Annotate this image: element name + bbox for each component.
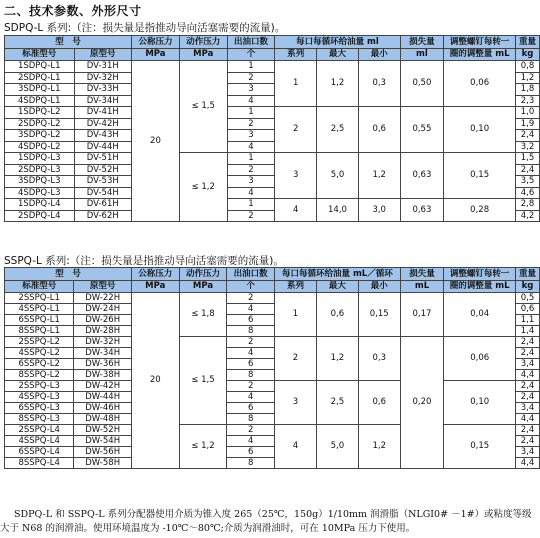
series-cell: 3 [275, 381, 317, 425]
outlets-cell: 2 [227, 293, 275, 304]
weight-cell: 2,4 [516, 436, 540, 447]
weight-cell: 3,2 [516, 141, 540, 153]
weight-cell: 1,2 [516, 72, 540, 84]
header-loss: 损失量 [400, 36, 444, 49]
std-model-cell: 8SSPQ-L3 [5, 414, 74, 425]
sdpq-caption: SDPQ-L 系列:（注：损失量是指推动导向活塞需要的流量)。 [4, 22, 286, 34]
max-flow-cell: 1,2 [316, 337, 358, 381]
min-flow-cell: 0,3 [358, 61, 400, 107]
adjust-cell: 0,06 [444, 61, 516, 107]
weight-cell: 0,8 [516, 61, 540, 73]
orig-model-cell: DV-52H [74, 164, 132, 176]
std-model-cell: 4SDPQ-L3 [5, 187, 75, 199]
orig-model-cell: DV-34H [74, 95, 132, 107]
header-model: 型 号 [5, 36, 132, 49]
series-cell: 4 [275, 425, 317, 469]
outlets-cell: 6 [227, 447, 275, 458]
action-pressure-cell: ≤ 1,5 [179, 337, 227, 425]
header-flow: 每口每循环给油量 ml [275, 36, 400, 49]
loss-cell: 0,17 [400, 293, 444, 337]
std-model-cell: 6SSPQ-L3 [5, 403, 74, 414]
orig-model-cell: DW-24H [74, 304, 132, 315]
header-series: 系列 [275, 49, 317, 61]
loss-cell: 0,20 [400, 337, 444, 469]
std-model-cell: 6SSPQ-L2 [5, 359, 74, 370]
series-cell: 2 [275, 337, 317, 381]
header-weight: 重量 [516, 36, 540, 49]
max-flow-cell: 14,0 [317, 199, 359, 222]
header-orig-model: 原型号 [74, 49, 132, 61]
weight-cell: 4,4 [516, 370, 540, 381]
orig-model-cell: DW-22H [74, 293, 132, 304]
max-flow-cell: 2,5 [317, 107, 359, 153]
std-model-cell: 6SSPQ-L1 [5, 315, 74, 326]
table-row [5, 153, 540, 165]
min-flow-cell: 3,0 [358, 199, 400, 222]
outlets-cell: 4 [227, 436, 275, 447]
std-model-cell: 2SDPQ-L4 [5, 210, 75, 222]
orig-model-cell: DW-46H [74, 403, 132, 414]
weight-cell: 1,1 [516, 315, 540, 326]
weight-cell: 2,4 [516, 337, 540, 348]
adjust-cell: 0,10 [444, 381, 516, 425]
header-outlets: 出油口数 [227, 268, 275, 281]
nominal-pressure-cell: 20 [131, 293, 179, 469]
outlets-cell: 1 [227, 61, 275, 73]
weight-cell: 2,4 [516, 381, 540, 392]
orig-model-cell: DW-28H [74, 326, 132, 337]
weight-cell: 2,3 [516, 95, 540, 107]
loss-cell: 0,55 [400, 107, 444, 153]
outlets-cell: 1 [227, 199, 275, 211]
header-min: 最小 [358, 281, 400, 293]
max-flow-cell: 2,5 [316, 381, 358, 425]
header-flow: 每口每循环给油量 mL／循环 [275, 268, 401, 281]
loss-cell: 0,50 [400, 61, 444, 107]
weight-cell: 2,4 [516, 425, 540, 436]
sspq-table-body [5, 293, 540, 469]
std-model-cell: 4SSPQ-L1 [5, 304, 74, 315]
orig-model-cell: DV-44H [74, 141, 132, 153]
outlets-cell: 2 [227, 72, 275, 84]
outlets-cell: 3 [227, 130, 275, 142]
action-pressure-cell: ≤ 1,8 [179, 293, 227, 337]
header-max: 最大 [317, 49, 359, 61]
std-model-cell: 3SDPQ-L3 [5, 176, 75, 188]
min-flow-cell: 0,6 [358, 107, 400, 153]
weight-cell: 1,8 [516, 84, 540, 96]
orig-model-cell: DW-34H [74, 348, 132, 359]
header-series: 系列 [275, 281, 317, 293]
outlets-cell: 8 [227, 458, 275, 469]
weight-cell: 4,4 [516, 458, 540, 469]
action-pressure-cell: ≤ 1,2 [179, 425, 227, 469]
series-cell: 3 [275, 153, 317, 199]
max-flow-cell: 5,0 [317, 153, 359, 199]
std-model-cell: 2SSPQ-L2 [5, 337, 74, 348]
action-pressure-cell: ≤ 1,2 [179, 153, 227, 222]
orig-model-cell: DV-54H [74, 187, 132, 199]
header-nominal-pressure-unit: MPa [132, 49, 180, 61]
table-row [5, 107, 540, 119]
min-flow-cell: 0,15 [358, 293, 400, 337]
loss-cell: 0,63 [400, 199, 444, 222]
orig-model-cell: DW-52H [74, 425, 132, 436]
table-row [5, 381, 540, 392]
orig-model-cell: DV-43H [74, 130, 132, 142]
header-std-model: 标准型号 [5, 49, 75, 61]
outlets-cell: 6 [227, 315, 275, 326]
std-model-cell: 2SSPQ-L1 [5, 293, 74, 304]
orig-model-cell: DW-26H [74, 315, 132, 326]
outlets-cell: 2 [227, 210, 275, 222]
min-flow-cell: 1,2 [358, 153, 400, 199]
header-outlets-unit: 个 [227, 49, 275, 61]
orig-model-cell: DV-32H [74, 72, 132, 84]
std-model-cell: 1SDPQ-L3 [5, 153, 75, 165]
min-flow-cell: 0,3 [358, 337, 400, 381]
orig-model-cell: DV-31H [74, 61, 132, 73]
header-nominal-pressure: 公称压力 [131, 268, 179, 281]
series-cell: 1 [275, 61, 317, 107]
weight-cell: 1,9 [516, 118, 540, 130]
orig-model-cell: DW-38H [74, 370, 132, 381]
header-nominal-pressure-unit: MPa [131, 281, 179, 293]
max-flow-cell: 1,2 [317, 61, 359, 107]
std-model-cell: 1SDPQ-L4 [5, 199, 75, 211]
table-row [5, 337, 540, 348]
orig-model-cell: DW-54H [74, 436, 132, 447]
table-row [5, 199, 540, 211]
min-flow-cell: 1,2 [358, 425, 400, 469]
header-loss-unit: mL [400, 281, 444, 293]
weight-cell: 4,4 [516, 414, 540, 425]
header-loss: 损失量 [400, 268, 444, 281]
orig-model-cell: DV-33H [74, 84, 132, 96]
usage-note-line: SDPQ-L 和 SSPQ-L 系列分配器使用介质为锥入度 265（25℃，150g）1/10mm 润滑脂（NLGI0# －1#）或粘度等级 [14, 509, 532, 520]
outlets-cell: 2 [227, 164, 275, 176]
orig-model-cell: DW-42H [74, 381, 132, 392]
outlets-cell: 2 [227, 337, 275, 348]
header-adjust: 调整螺钉每转一 [444, 268, 516, 281]
weight-cell: 1,4 [516, 326, 540, 337]
std-model-cell: 3SDPQ-L1 [5, 84, 75, 96]
outlets-cell: 8 [227, 370, 275, 381]
outlets-cell: 4 [227, 187, 275, 199]
outlets-cell: 8 [227, 326, 275, 337]
outlets-cell: 1 [227, 107, 275, 119]
std-model-cell: 4SSPQ-L4 [5, 436, 74, 447]
weight-cell: 2,8 [516, 199, 540, 211]
nominal-pressure-cell: 20 [132, 61, 180, 222]
std-model-cell: 4SDPQ-L2 [5, 141, 75, 153]
std-model-cell: 4SDPQ-L1 [5, 95, 75, 107]
std-model-cell: 4SSPQ-L3 [5, 392, 74, 403]
orig-model-cell: DV-51H [74, 153, 132, 165]
outlets-cell: 4 [227, 304, 275, 315]
std-model-cell: 4SSPQ-L2 [5, 348, 74, 359]
outlets-cell: 3 [227, 176, 275, 188]
orig-model-cell: DV-42H [74, 118, 132, 130]
sspq-spec-table [4, 267, 540, 469]
header-action-pressure-unit: MPa [179, 49, 227, 61]
outlets-cell: 4 [227, 348, 275, 359]
std-model-cell: 8SSPQ-L2 [5, 370, 74, 381]
std-model-cell: 3SDPQ-L2 [5, 130, 75, 142]
table-row [5, 61, 540, 73]
orig-model-cell: DW-36H [74, 359, 132, 370]
std-model-cell: 2SDPQ-L3 [5, 164, 75, 176]
header-adjust-2: 圈的调整量 mL [444, 281, 516, 293]
header-max: 最大 [316, 281, 358, 293]
weight-cell: 2,4 [516, 130, 540, 142]
sdpq-spec-table [4, 35, 540, 222]
weight-cell: 2,4 [516, 348, 540, 359]
std-model-cell: 8SSPQ-L1 [5, 326, 74, 337]
orig-model-cell: DV-53H [74, 176, 132, 188]
action-pressure-cell: ≤ 1,5 [179, 61, 227, 153]
std-model-cell: 2SSPQ-L4 [5, 425, 74, 436]
orig-model-cell: DW-32H [74, 337, 132, 348]
weight-cell: 4,2 [516, 210, 540, 222]
loss-cell: 0,63 [400, 153, 444, 199]
adjust-cell: 0,06 [444, 337, 516, 381]
usage-note-line: 大于 N68 的润滑油。使用环境温度为 -10℃～80℃;介质为润滑油时，可在 10MPa 压力下使用。 [0, 523, 416, 534]
max-flow-cell: 5,0 [316, 425, 358, 469]
header-action-pressure: 动作压力 [179, 36, 227, 49]
header-adjust: 调整螺钉每转一 [444, 36, 516, 49]
outlets-cell: 3 [227, 84, 275, 96]
weight-cell: 2,4 [516, 392, 540, 403]
header-adjust-2: 圈的调整量 mL [444, 49, 516, 61]
outlets-cell: 6 [227, 403, 275, 414]
usage-note [0, 508, 538, 536]
orig-model-cell: DV-62H [74, 210, 132, 222]
min-flow-cell: 0,6 [358, 381, 400, 425]
header-weight-unit: kg [516, 49, 540, 61]
orig-model-cell: DW-56H [74, 447, 132, 458]
orig-model-cell: DV-61H [74, 199, 132, 211]
header-outlets-unit: 个 [227, 281, 275, 293]
weight-cell: 4,6 [516, 187, 540, 199]
std-model-cell: 6SSPQ-L4 [5, 447, 74, 458]
std-model-cell: 1SDPQ-L1 [5, 61, 75, 73]
header-weight-unit: kg [516, 281, 540, 293]
outlets-cell: 4 [227, 95, 275, 107]
std-model-cell: 1SDPQ-L2 [5, 107, 75, 119]
table-row [5, 293, 540, 304]
header-action-pressure-unit: MPa [179, 281, 227, 293]
outlets-cell: 8 [227, 414, 275, 425]
outlets-cell: 1 [227, 153, 275, 165]
header-nominal-pressure: 公称压力 [132, 36, 180, 49]
outlets-cell: 4 [227, 141, 275, 153]
header-loss-unit: ml [400, 49, 444, 61]
orig-model-cell: DV-41H [74, 107, 132, 119]
std-model-cell: 8SSPQ-L4 [5, 458, 74, 469]
header-model: 型 号 [5, 268, 132, 281]
max-flow-cell: 0,6 [316, 293, 358, 337]
adjust-cell: 0,04 [444, 293, 516, 337]
adjust-cell: 0,10 [444, 107, 516, 153]
weight-cell: 3,4 [516, 447, 540, 458]
header-outlets: 出油口数 [227, 36, 275, 49]
orig-model-cell: DW-44H [74, 392, 132, 403]
table-row [5, 425, 540, 436]
sdpq-table-body [5, 61, 540, 222]
weight-cell: 3,5 [516, 176, 540, 188]
weight-cell: 1,5 [516, 153, 540, 165]
header-weight: 重量 [516, 268, 540, 281]
std-model-cell: 2SDPQ-L1 [5, 72, 75, 84]
weight-cell: 2,4 [516, 164, 540, 176]
std-model-cell: 2SSPQ-L3 [5, 381, 74, 392]
weight-cell: 1,0 [516, 107, 540, 119]
adjust-cell: 0,28 [444, 199, 516, 222]
adjust-cell: 0,15 [444, 153, 516, 199]
weight-cell: 0,6 [516, 304, 540, 315]
series-cell: 1 [275, 293, 317, 337]
orig-model-cell: DW-58H [74, 458, 132, 469]
header-min: 最小 [358, 49, 400, 61]
section-heading: 二、技术参数、外形尺寸 [4, 4, 142, 18]
weight-cell: 0,5 [516, 293, 540, 304]
sspq-caption: SSPQ-L 系列:（注：损失量是指推动导向活塞需要的流量)。 [4, 255, 284, 267]
adjust-cell: 0,15 [444, 425, 516, 469]
outlets-cell: 2 [227, 381, 275, 392]
outlets-cell: 2 [227, 425, 275, 436]
outlets-cell: 4 [227, 392, 275, 403]
weight-cell: 3,4 [516, 359, 540, 370]
outlets-cell: 2 [227, 118, 275, 130]
orig-model-cell: DW-48H [74, 414, 132, 425]
series-cell: 2 [275, 107, 317, 153]
header-std-model: 标准型号 [5, 281, 74, 293]
std-model-cell: 2SDPQ-L2 [5, 118, 75, 130]
weight-cell: 3,4 [516, 403, 540, 414]
header-orig-model: 原型号 [74, 281, 132, 293]
series-cell: 4 [275, 199, 317, 222]
outlets-cell: 6 [227, 359, 275, 370]
header-action-pressure: 动作压力 [179, 268, 227, 281]
